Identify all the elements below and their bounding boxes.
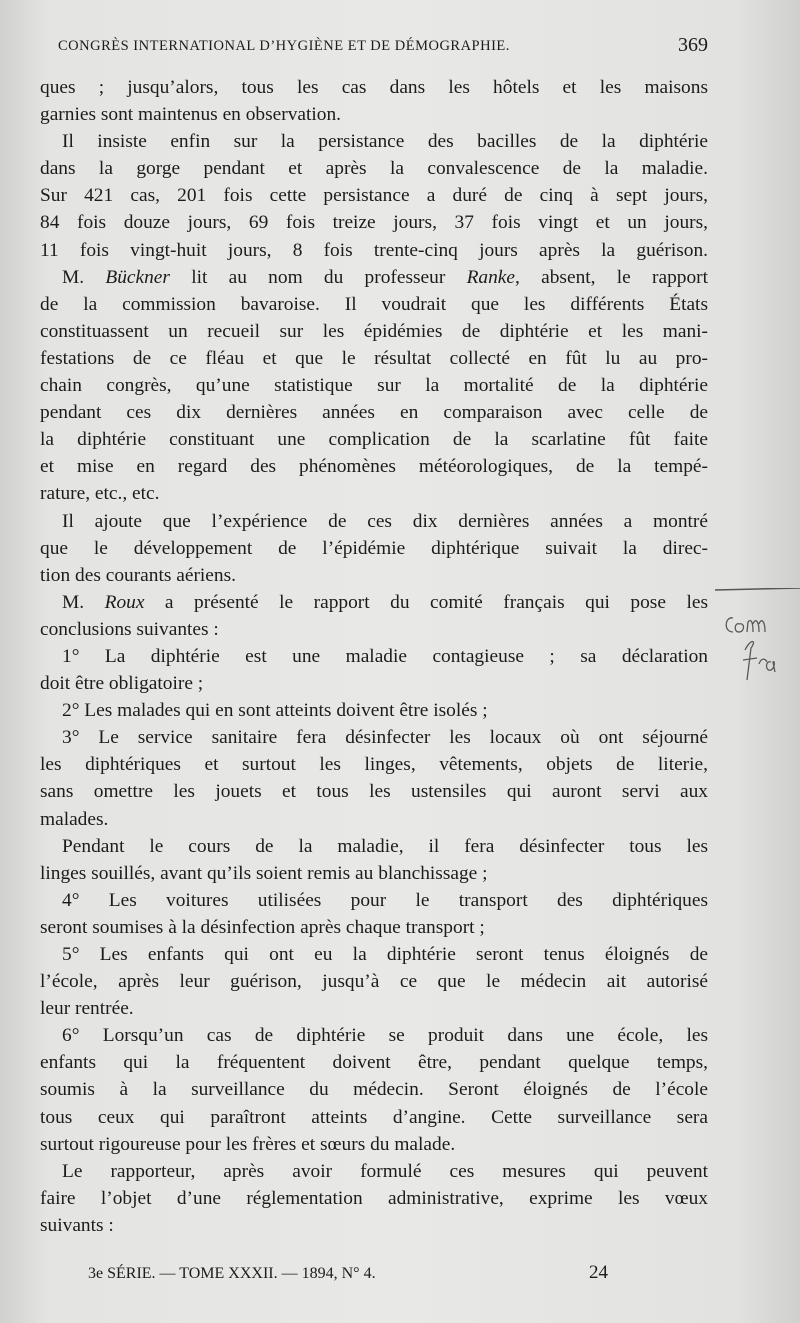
person-name: Roux xyxy=(104,591,145,613)
text-line: 3° Le service sanitaire fera désinfecter les locaux où ont séjourné xyxy=(62,727,708,749)
text-line: garnies sont maintenus en observation. xyxy=(40,104,342,126)
text-line: sans omettre les jouets et tous les ustensiles qui auront servi aux xyxy=(40,781,708,803)
text-line: dans la gorge pendant et après la convalescence de la maladie. xyxy=(40,158,708,180)
text-line: surtout rigoureuse pour les frères et sœurs du malade. xyxy=(40,1133,456,1155)
text-line: l’école, après leur guérison, jusqu’à ce que le médecin ait autorisé xyxy=(40,971,708,993)
text-line: tion des courants aériens. xyxy=(40,564,236,586)
text-line xyxy=(40,264,708,291)
text-line: suivants : xyxy=(40,1214,114,1236)
text-line: pendant ces dix dernières années en comparaison avec celle de xyxy=(40,402,708,424)
text-line: 2° Les malades qui en sont atteints doivent être isolés ; xyxy=(62,700,488,722)
page-footer xyxy=(88,1262,608,1286)
text-line: seront soumises à la désinfection après chaque transport ; xyxy=(40,916,485,938)
signature-mark: 24 xyxy=(589,1262,608,1283)
text-line: rature, etc., etc. xyxy=(40,483,160,505)
running-header xyxy=(58,34,708,62)
text-line: enfants qui la fréquentent doivent être, pendant quelque temps, xyxy=(40,1052,708,1074)
margin-note-text: com fra xyxy=(715,696,719,697)
text-line: de la commission bavaroise. Il voudrait que les différents États xyxy=(40,293,708,315)
page-number: 369 xyxy=(678,34,708,56)
running-title: CONGRÈS INTERNATIONAL D’HYGIÈNE ET DE DÉMOGRAPHIE. xyxy=(58,38,510,54)
text-line: 6° Lorsqu’un cas de diphtérie se produit dans une école, les xyxy=(62,1025,708,1047)
text-line: Il ajoute que l’expérience de ces dix dernières années a montré xyxy=(62,510,708,532)
text-line: constituassent un recueil sur les épidémies de diphtérie et les mani- xyxy=(40,320,708,342)
text-segment: lit au nom du professeur xyxy=(169,266,467,288)
person-name: Ranke xyxy=(466,266,516,288)
text-line: tous ceux qui paraîtront atteints d’angine. Cette surveillance sera xyxy=(40,1106,708,1128)
text-segment: a présenté le rapport du comité français qui pose les xyxy=(144,591,708,613)
text-line: festations de ce fléau et que le résultat collecté en fût lu au pro- xyxy=(40,347,708,369)
text-line: faire l’objet d’une réglementation administrative, exprime les vœux xyxy=(40,1187,708,1209)
text-line: les diphtériques et surtout les linges, vêtements, objets de literie, xyxy=(40,754,708,776)
text-line: 4° Les voitures utilisées pour le transport des diphtériques xyxy=(62,889,708,911)
text-line: soumis à la surveillance du médecin. Seront éloignés de l’école xyxy=(40,1079,708,1101)
text-line: Il insiste enfin sur la persistance des bacilles de la diphtérie xyxy=(62,131,708,153)
handwritten-margin-note xyxy=(715,588,800,698)
text-line: 1° La diphtérie est une maladie contagieuse ; sa déclaration xyxy=(62,645,708,667)
text-line: conclusions suivantes : xyxy=(40,618,219,640)
text-line: 11 fois vingt-huit jours, 8 fois trente-cinq jours après la guérison. xyxy=(40,239,708,261)
text-line: Le rapporteur, après avoir formulé ces mesures qui peuvent xyxy=(62,1160,708,1182)
text-line: linges souillés, avant qu’ils soient remis au blanchissage ; xyxy=(40,862,488,884)
text-line: malades. xyxy=(40,808,109,830)
text-line: chain congrès, qu’une statistique sur la mortalité de la diphtérie xyxy=(40,375,708,397)
text-line: ques ; jusqu’alors, tous les cas dans les hôtels et les maisons xyxy=(40,77,708,98)
text-segment: M. xyxy=(62,266,106,288)
text-line: 5° Les enfants qui ont eu la diphtérie seront tenus éloignés de xyxy=(62,944,708,965)
text-line: 84 fois douze jours, 69 fois treize jours, 37 fois vingt et un jours, xyxy=(40,212,708,234)
text-line: Sur 421 cas, 201 fois cette persistance a duré de cinq à sept jours, xyxy=(40,185,708,207)
text-line xyxy=(40,589,708,616)
text-line: et mise en regard des phénomènes météorologiques, de la tempé- xyxy=(40,456,708,478)
person-name: Bückner xyxy=(105,266,170,288)
text-segment: , absent, le rapport xyxy=(515,266,708,288)
text-line: Pendant le cours de la maladie, il fera désinfecter tous les xyxy=(62,835,708,857)
text-line: doit être obligatoire ; xyxy=(40,673,204,695)
text-line: leur rentrée. xyxy=(40,998,134,1020)
text-line: que le développement de l’épidémie diphtérique suivait la direc- xyxy=(40,537,708,559)
series-info: 3e SÉRIE. — TOME XXXII. — 1894, N° 4. xyxy=(88,1265,376,1282)
body-text xyxy=(40,74,708,1239)
text-line: la diphtérie constituant une complication de la scarlatine fût faite xyxy=(40,429,708,451)
text-segment: M. xyxy=(62,591,105,613)
